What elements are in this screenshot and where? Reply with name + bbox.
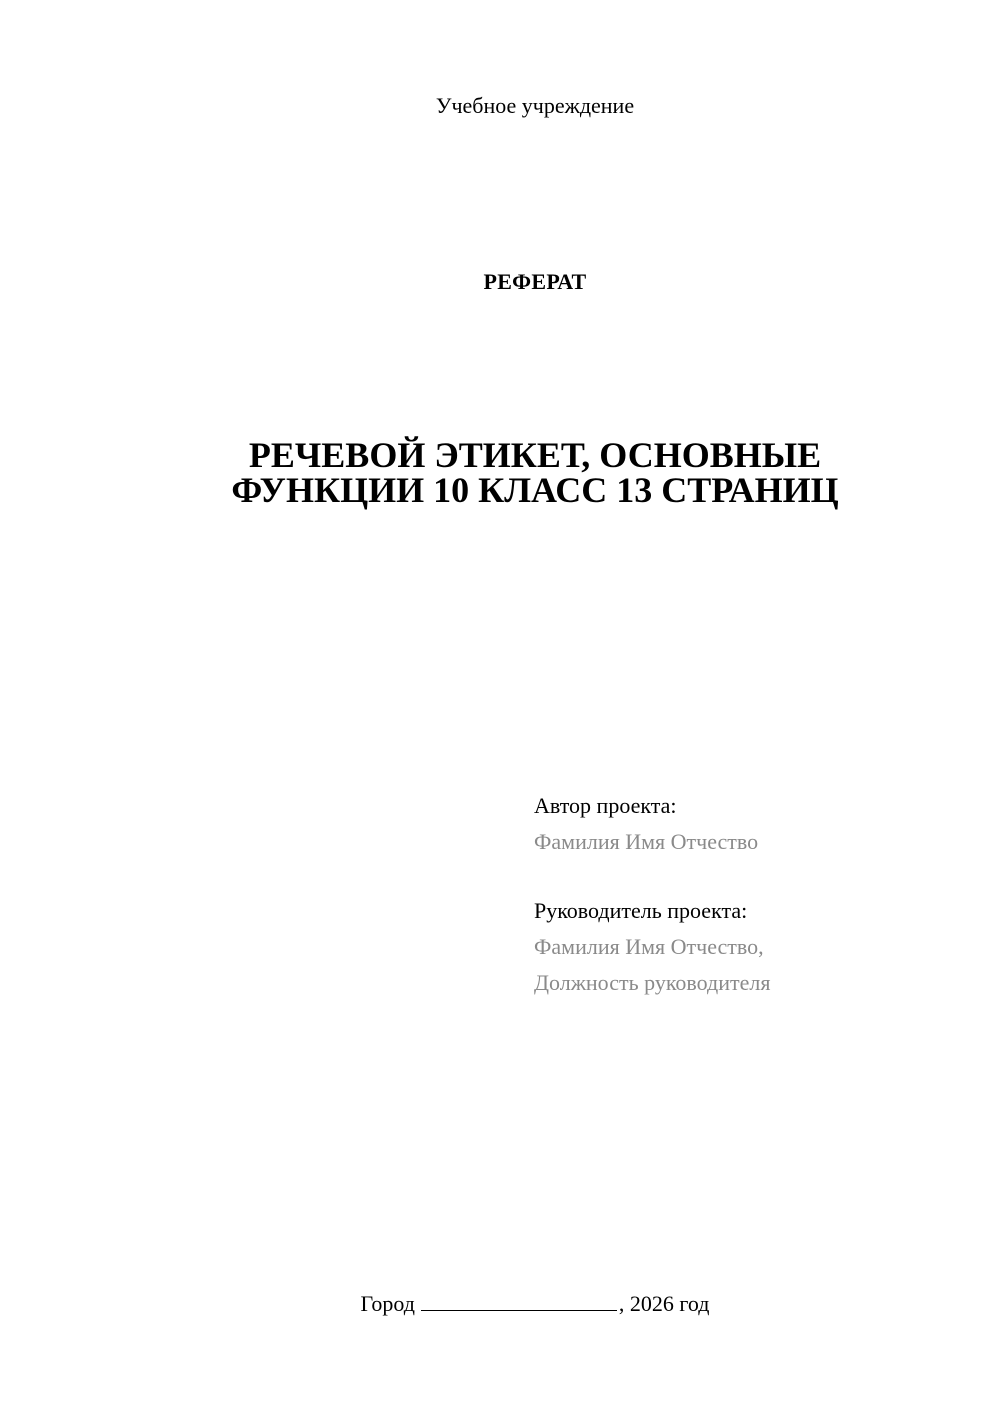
supervisor-label: Руководитель проекта: (534, 898, 748, 923)
city-blank-line (421, 1290, 617, 1311)
supervisor-position: Должность руководителя (534, 970, 771, 995)
city-label: Город (360, 1291, 415, 1316)
title-line-2: ФУНКЦИИ 10 КЛАСС 13 СТРАНИЦ (231, 470, 839, 510)
document-type: РЕФЕРАТ (483, 269, 587, 294)
year-text: , 2026 год (618, 1291, 710, 1316)
title-line-1: РЕЧЕВОЙ ЭТИКЕТ, ОСНОВНЫЕ (248, 435, 822, 475)
supervisor-name: Фамилия Имя Отчество, (534, 934, 764, 959)
institution-name: Учебное учреждение (435, 93, 635, 118)
author-label: Автор проекта: (534, 793, 677, 818)
document-title (40, 435, 1000, 510)
author-name: Фамилия Имя Отчество (534, 829, 759, 854)
author-block (534, 788, 974, 860)
city-year-line (0, 1290, 1000, 1318)
supervisor-block (534, 893, 974, 1001)
